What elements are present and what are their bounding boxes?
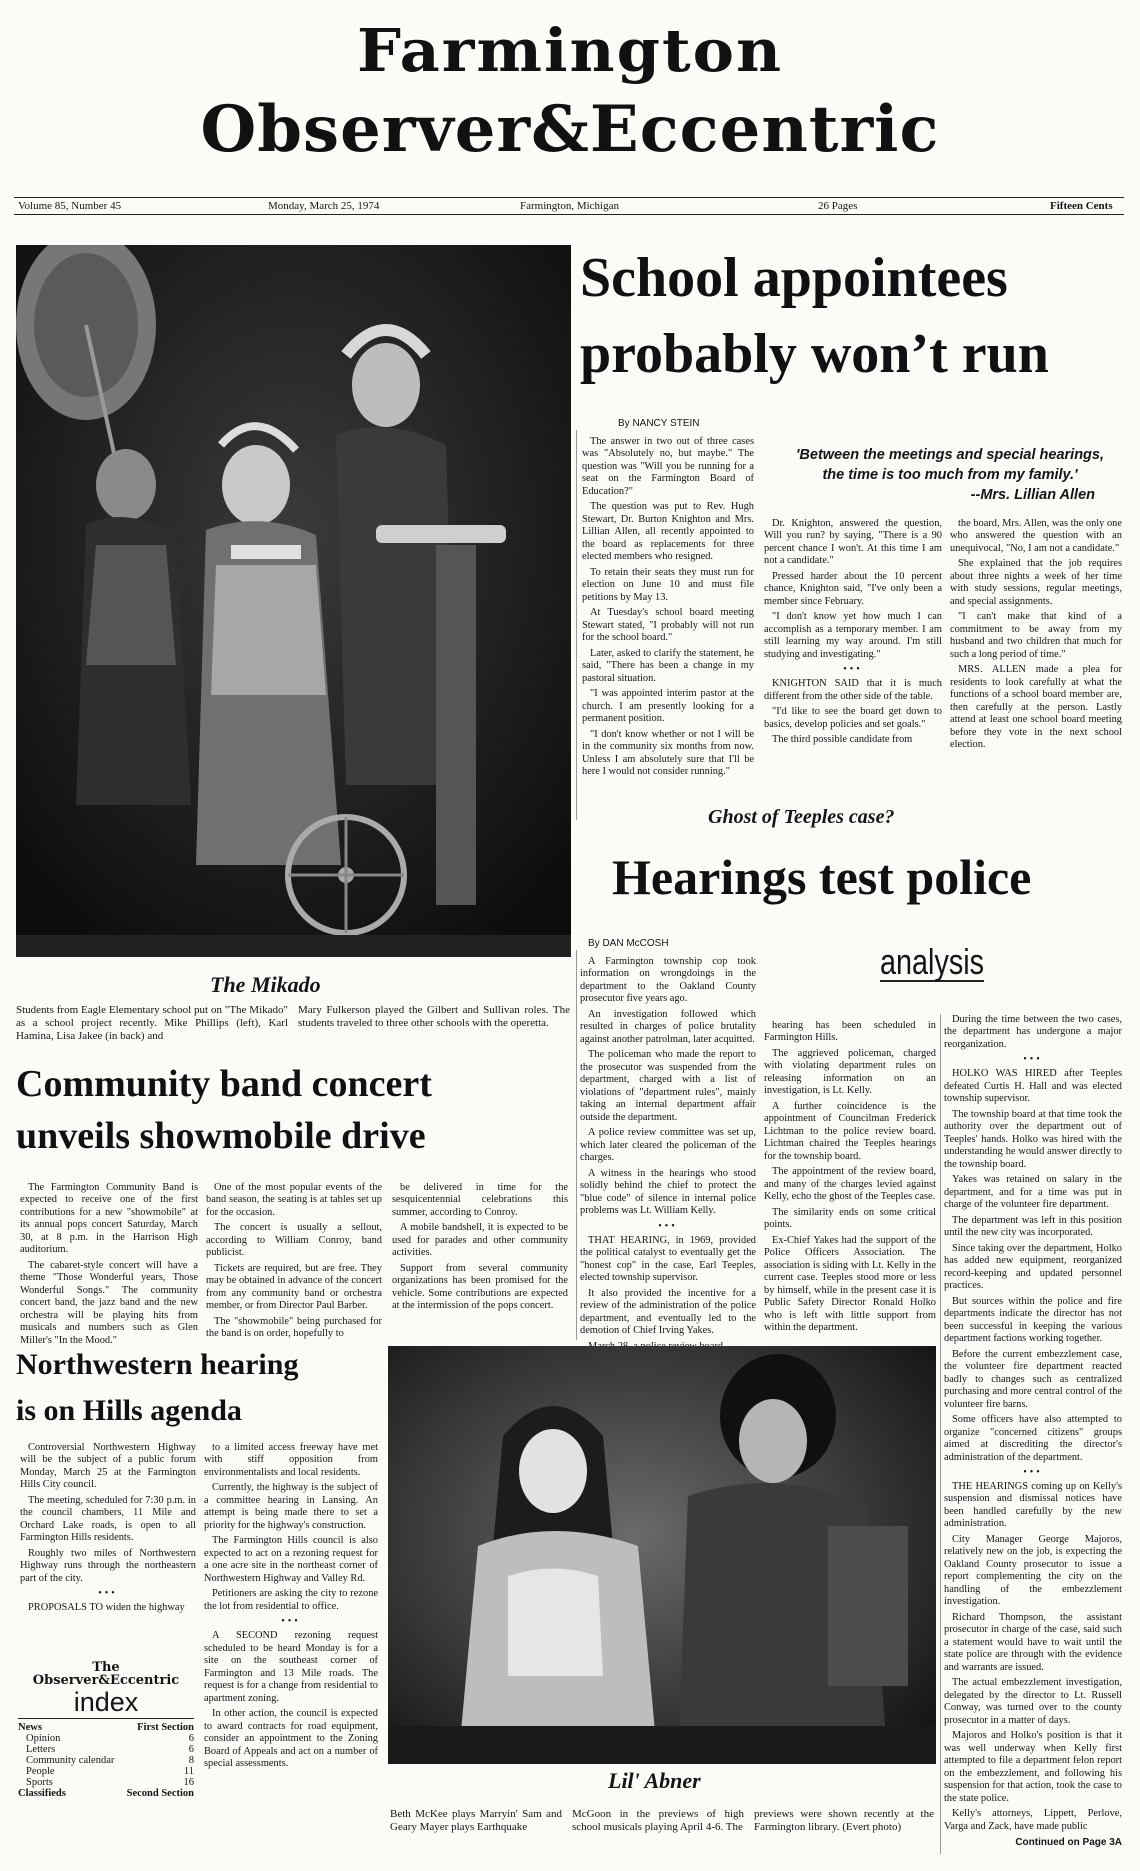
school-paragraph: "I don't know yet how much I can accomplish as a temporary member. I am still learning my way around. I'm still studying and investigating.": [764, 611, 942, 660]
column-rule: [576, 950, 577, 1340]
police-paragraph: The township board at that time took the authority over the department out of Teeples' hands. Holko was hired with the understanding he would answer directly to the township board.: [944, 1108, 1122, 1170]
index-item-label: Sports: [26, 1777, 53, 1789]
band-headline-line2: unveils showmobile drive: [16, 1115, 426, 1157]
index-item-sports[interactable]: [18, 1777, 194, 1788]
mikado-caption-col2: Mary Fulkerson played the Gilbert and Sullivan roles. The students traveled to three other schools with the operetta.: [298, 1004, 570, 1030]
school-paragraph: Dr. Knighton, answered the question, Will you run? by saying, "There is a 90 percent chance I won't. At this time I am not a candidate.": [764, 518, 942, 567]
band-column-2: [206, 1182, 382, 1344]
masthead: [0, 0, 1140, 210]
police-paragraph: HOLKO WAS HIRED after Teeples defeated Curtis H. Hall and was elected township supervisor.: [944, 1068, 1122, 1105]
band-paragraph: Tickets are required, but are free. They may be obtained in advance of the concert from any community band or orchestra member, or from Director Paul Barber.: [206, 1262, 382, 1312]
index-item-page: 6: [188, 1733, 194, 1745]
band-paragraph: be delivered in time for the sesquicentennial celebrations this summer, according to Conroy.: [392, 1182, 568, 1218]
police-column-2: [764, 1020, 936, 1338]
police-paragraph: The actual embezzlement investigation, delegated by the director to Lt. Russell Conway, was turned over to the county prosecutor in a matter of days.: [944, 1677, 1122, 1726]
police-paragraph: Majoros and Holko's position is that it was well underway when Kelly first attempted to file a department felon report on the embezzlement, and following his suspension for that action, took the case to the state police.: [944, 1730, 1122, 1804]
school-paragraph: "I don't know whether or not I will be in the community six months from now. Unless I am absolutely sure that I'll be here I would not consider running.": [582, 728, 754, 778]
masthead-title-line2: Observer&Eccentric: [200, 92, 940, 167]
school-paragraph: KNIGHTON SAID that it is much different from the other side of the table.: [764, 678, 942, 702]
police-paragraph: Some officers have also attempted to organize "concerned citizens" groups aimed at discrediting the director's administration of the department.: [944, 1414, 1122, 1463]
school-byline: By NANCY STEIN: [618, 418, 700, 429]
police-column-1: [580, 956, 756, 1356]
northwestern-paragraph: Petitioners are asking the city to rezone the lot from residential to office.: [204, 1588, 378, 1612]
police-paragraph: During the time between the two cases, the department has undergone a major reorganization.: [944, 1014, 1122, 1050]
section-separator: •••: [281, 1616, 301, 1628]
northwestern-paragraph: Currently, the highway is the subject of a committee hearing in Lansing. An attempt is being made there to set a priority for the highway's construction.: [204, 1482, 378, 1531]
police-column-3: [944, 1014, 1122, 1849]
school-paragraph: Later, asked to clarify the statement, he said, "There has been a change in my pastoral situation.: [582, 647, 754, 684]
school-pullquote: [785, 446, 1115, 503]
band-paragraph: A mobile bandshell, it is expected to be used for parades and other community activities.: [392, 1222, 568, 1259]
band-headline-line1: Community band concert: [16, 1063, 432, 1105]
lil-abner-caption-col2: McGoon in the previews of high school musicals playing April 4-6. The: [572, 1808, 744, 1834]
pullquote-attribution: --Mrs. Lillian Allen: [970, 487, 1095, 504]
mikado-photo: [16, 245, 571, 957]
section-separator: •••: [98, 1588, 118, 1600]
police-paragraph: An investigation followed which resulted in charges of police brutality against another patrolman, later acquitted.: [580, 1008, 756, 1045]
school-headline-line2: probably won’t run: [580, 323, 1049, 385]
police-paragraph: hearing has been scheduled in Farmington Hills.: [764, 1020, 936, 1044]
school-column-1: [582, 436, 754, 782]
price: Fifteen Cents: [1050, 200, 1113, 212]
section-separator: •••: [843, 664, 863, 676]
police-paragraph: Kelly's attorneys, Lippett, Perlove, Varga and Zack, have made public: [944, 1808, 1122, 1832]
school-paragraph: the board, Mrs. Allen, was the only one who answered the question with an unequivocal, "No, I am not a candidate.": [950, 518, 1122, 554]
index-rule: [18, 1718, 194, 1719]
police-paragraph: The department was left in this position until the new city was incorporated.: [944, 1214, 1122, 1239]
issue-place: Farmington, Michigan: [520, 200, 619, 212]
mikado-caption-title: The Mikado: [210, 972, 321, 997]
lil-abner-caption-col1: Beth McKee plays Marryin' Sam and Geary Mayer plays Earthquake: [390, 1808, 562, 1834]
police-kicker: Ghost of Teeples case?: [708, 806, 895, 828]
northwestern-headline-line1: Northwestern hearing: [16, 1348, 299, 1381]
volume-number: Volume 85, Number 45: [18, 200, 122, 212]
northwestern-paragraph: Controversial Northwestern Highway will be the subject of a public forum Monday, March 25 at the Farmington Hills City council.: [20, 1442, 196, 1491]
continued-note: Continued on Page 3A: [1015, 1837, 1122, 1849]
school-paragraph: The question was put to Rev. Hugh Stewart, Dr. Burton Knighton and Mrs. Lillian Allen, all recently appointed to the board as replacements for three elected members who resigned.: [582, 501, 754, 563]
police-paragraph: A police review committee was set up, which later cleared the policeman of the charges.: [580, 1127, 756, 1164]
index-item-people[interactable]: [18, 1766, 194, 1777]
police-paragraph: THAT HEARING, in 1969, provided the political catalyst to eventually get the "honest cop" in the case, Earl Teeples, elected township supervisor.: [580, 1234, 756, 1284]
band-paragraph: Support from several community organizations has been promised for the vehicle. Some contributions are expected at the intermission of the pops concert.: [392, 1262, 568, 1312]
northwestern-paragraph: PROPOSALS TO widen the highway: [28, 1602, 185, 1614]
northwestern-paragraph: The Farmington Hills council is also expected to act on a rezoning request for a one acre site in the northeast corner of Northwestern Highway and Valley Rd.: [204, 1535, 378, 1584]
index-item-page: 16: [183, 1777, 194, 1789]
school-paragraph: "I'd like to see the board get down to basics, develop policies and set goals.": [764, 706, 942, 730]
mikado-photo-art: [16, 245, 571, 957]
band-column-3: [392, 1182, 568, 1316]
pullquote-text: 'Between the meetings and special hearings, the time is too much from my family.': [795, 447, 1105, 483]
northwestern-paragraph: In other action, the council is expected to award contracts for road equipment, consider an appointment to the Zoning Board of Appeals and act on a number of special assessments.: [204, 1708, 378, 1770]
police-paragraph: But sources within the police and fire departments indicate the director has not been successful in keeping the various department factions working together.: [944, 1295, 1122, 1345]
section-separator: •••: [1023, 1054, 1043, 1066]
school-paragraph: At Tuesday's school board meeting Stewart stated, "I probably will not run for the school board.": [582, 607, 754, 644]
analysis-label: analysis: [880, 941, 985, 982]
band-column-1: [20, 1182, 198, 1350]
band-paragraph: The concert is usually a sellout, according to William Conroy, band publicist.: [206, 1222, 382, 1259]
lil-abner-photo-art: [388, 1346, 936, 1764]
index-item-label: People: [26, 1766, 55, 1778]
school-paragraph: Pressed harder about the 10 percent chance, Knighton said, "I've only been a member since February.: [764, 570, 942, 607]
page-count: 26 Pages: [818, 200, 858, 212]
northwestern-column-2: [204, 1442, 378, 1774]
police-headline: Hearings test police: [612, 849, 1032, 905]
police-paragraph: The appointment of the review board, and many of the charges levied against Kelly, echo the ghost of the Teeples case.: [764, 1166, 936, 1203]
police-paragraph: Before the current embezzlement case, the volunteer fire department reacted badly to changes such as centralized purchasing and more central control of the volunteer fire barns.: [944, 1348, 1122, 1410]
index-item-label: Letters: [26, 1744, 56, 1756]
school-paragraph: The answer in two out of three cases was "Absolutely no, but maybe." The question was "Will you be running for a seat on the Farmington Board of Education?": [582, 436, 754, 497]
school-paragraph: "I was appointed interim pastor at the church. I am presently looking for a permanent position.: [582, 688, 754, 725]
northwestern-column-1: [20, 1442, 196, 1618]
index-header-first-section: First Section: [137, 1722, 194, 1734]
school-paragraph: To retain their seats they must run for election on June 10 and must file petitions by May 13.: [582, 566, 754, 603]
band-paragraph: The Farmington Community Band is expected to receive one of the first contributions for a new "showmobile" at its annual pops concert Saturday, March 30, at 8 p.m. in the Harrison High auditorium.: [20, 1182, 198, 1256]
police-paragraph: Yakes was retained on salary in the department, and for a time was put in charge of the volunteer fire department.: [944, 1174, 1122, 1211]
police-paragraph: A witness in the hearings who stood solidly behind the chief to protect the "blue code" of silence in internal police problems was Lt. William Kelly.: [580, 1167, 756, 1217]
column-rule: [576, 430, 577, 820]
lil-abner-photo: [388, 1346, 936, 1764]
lil-abner-caption-col3: previews were shown recently at the Farmington library. (Evert photo): [754, 1808, 934, 1834]
school-column-3: [950, 518, 1122, 755]
school-paragraph: MRS. ALLEN made a plea for residents to look carefully at what the functions of a school board member are, then carefully at the person. Lastly attend at least one school board meeting before they vote in the next school election.: [950, 664, 1122, 751]
lil-abner-title: Lil' Abner: [608, 1768, 701, 1793]
school-headline-line1: School appointees: [580, 247, 1008, 309]
school-paragraph: "I can't make that kind of a commitment to be away from my husband and two children that much for such a long period of time.": [950, 611, 1122, 660]
index-item-letters[interactable]: [18, 1744, 194, 1755]
northwestern-paragraph: A SECOND rezoning request scheduled to be heard Monday is for a site on the southeast corner of Farmington and 13 Mile roads. The request is for a change from residential to apartment zoning.: [204, 1630, 378, 1704]
section-separator: •••: [1023, 1466, 1043, 1478]
index-item-classifieds[interactable]: [18, 1788, 194, 1799]
police-paragraph: Since taking over the department, Holko has added new equipment, reorganized record-keeping and updated personnel practices.: [944, 1242, 1122, 1292]
index-item-label: Classifieds: [18, 1788, 66, 1800]
masthead-rule-bottom: [14, 214, 1124, 215]
index-logo: Observer&Eccentric: [32, 1673, 180, 1688]
mikado-caption-col1: Students from Eagle Elementary school put on "The Mikado" as a school project recently. Mike Phillips (left), Karl Hamina, Lisa Jakee (in back) and: [16, 1004, 288, 1043]
index-header-row: [18, 1722, 194, 1733]
northwestern-paragraph: The meeting, scheduled for 7:30 p.m. in the council chambers, 11 Mile and Orchard Lake roads, is open to all Farmington Hills residents.: [20, 1494, 196, 1544]
index-item-opinion[interactable]: [18, 1733, 194, 1744]
police-paragraph: Richard Thompson, the assistant prosecutor in charge of the case, said such a statement would have to wait until the state police are through with the evidence and warrants are issued.: [944, 1611, 1122, 1673]
section-separator: •••: [658, 1220, 678, 1232]
index-box: [18, 1660, 194, 1860]
police-paragraph: The policeman who made the report to the prosecutor was suspended from the department, charged with a list of violations of "department rules", mainly taking an internal department affair outside the department.: [580, 1049, 756, 1123]
school-paragraph: The third possible candidate from: [772, 734, 913, 746]
police-paragraph: THE HEARINGS coming up on Kelly's suspension and dismissal notices have been handled carefully by the new administration.: [944, 1480, 1122, 1530]
school-paragraph: She explained that the job requires about three nights a week of her time with study sessions, regular meetings, and special assignments.: [950, 558, 1122, 607]
index-title: index: [73, 1687, 139, 1717]
police-paragraph: The similarity ends on some critical points.: [764, 1206, 936, 1231]
northwestern-paragraph: Roughly two miles of Northwestern Highway runs through the northeastern part of the city.: [20, 1547, 196, 1584]
band-paragraph: One of the most popular events of the band season, the seating is at tables set up for the occasion.: [206, 1182, 382, 1218]
northwestern-paragraph: to a limited access freeway have met with stiff opposition from environmentalists and local residents.: [204, 1442, 378, 1478]
index-item-page: Second Section: [126, 1788, 194, 1800]
index-logo-the: The: [92, 1660, 120, 1675]
police-byline: By DAN McCOSH: [588, 938, 669, 949]
band-paragraph: The "showmobile" being purchased for the band is on order, hopefully to: [206, 1315, 382, 1340]
police-paragraph: The aggrieved policeman, charged with violating department rules on releasing information on an investigation, is Lt. Kelly.: [764, 1047, 936, 1097]
index-item-community-calendar[interactable]: [18, 1755, 194, 1766]
index-item-label: Community calendar: [26, 1755, 115, 1767]
masthead-rule: [14, 197, 1124, 198]
police-paragraph: A Farmington township cop took information on wrongdoings in the department to the Oakland County prosecutor five years ago.: [580, 956, 756, 1005]
police-paragraph: City Manager George Majoros, relatively new on the job, is expecting the Oakland County prosecutor to issue a report complementing the city on the handling of the embezzlement investigation.: [944, 1533, 1122, 1608]
index-item-page: 11: [183, 1766, 194, 1778]
police-paragraph: It also provided the incentive for a review of the administration of the police department, and eventually led to the demotion of Chief Irving Yakes.: [580, 1287, 756, 1337]
band-paragraph: The cabaret-style concert will have a theme "Those Wonderful years, Those Wonderful Songs." The community concert band, the jazz band and the new orchestra will be playing hits from musicals and numbers such as Glen Miller's "In the Mood.": [20, 1259, 198, 1346]
column-rule: [940, 1014, 941, 1854]
issue-date: Monday, March 25, 1974: [268, 200, 380, 212]
index-header-news: News: [18, 1722, 42, 1734]
northwestern-headline-line2: is on Hills agenda: [16, 1394, 242, 1427]
police-paragraph: Ex-Chief Yakes had the support of the Police Officers Association. The association is siding with Lt. Kelly in the current case. Teeples stood more or less by himself, while in the present case it is Public Safety Director Ronald Holko who is left with little support from within the department.: [764, 1234, 936, 1334]
masthead-title-line1: Farmington: [356, 15, 784, 86]
police-paragraph: A further coincidence is the appointment of Councilman Frederick Lichtman to the police review board. Lichtman chaired the Teeples hearings for the township board.: [764, 1100, 936, 1162]
index-item-label: Opinion: [26, 1733, 61, 1745]
index-item-page: 8: [188, 1755, 194, 1767]
index-item-page: 6: [188, 1744, 194, 1756]
school-column-2: [764, 518, 942, 750]
